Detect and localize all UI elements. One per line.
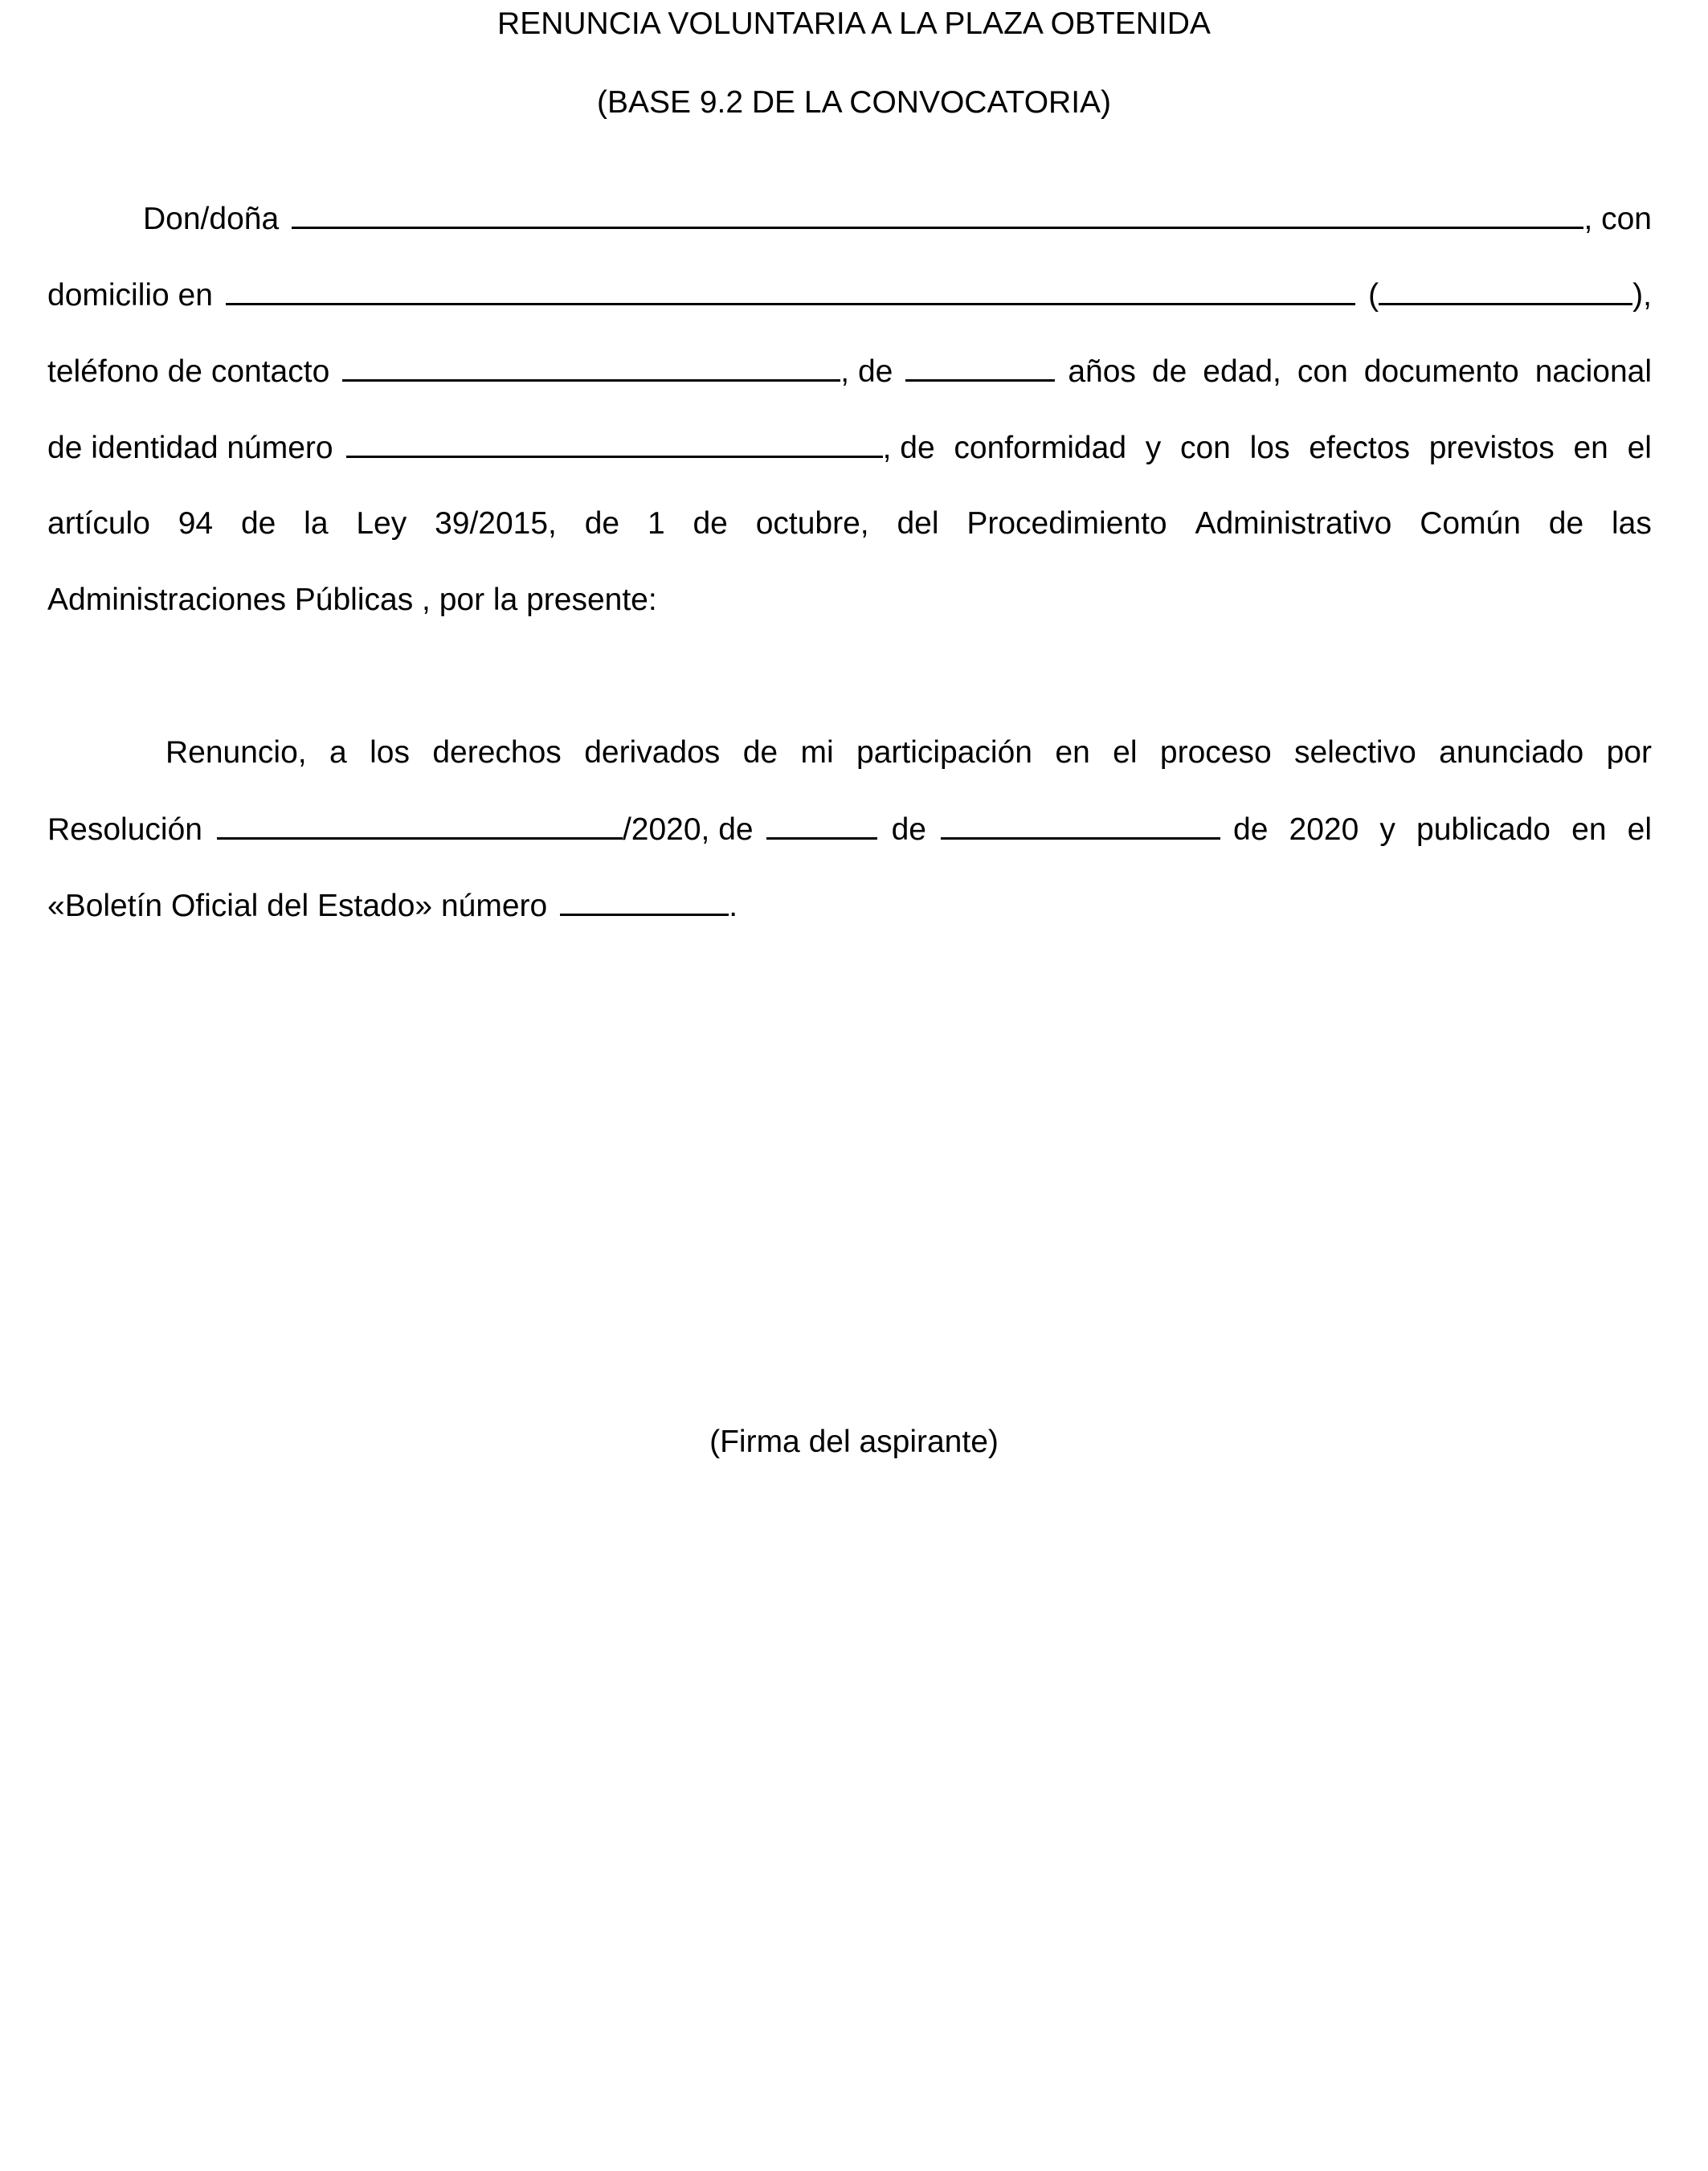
word: anunciado bbox=[1439, 735, 1584, 770]
word: del bbox=[897, 506, 939, 541]
line-telefono bbox=[47, 347, 1652, 396]
word: de bbox=[693, 506, 728, 541]
end-period: . bbox=[729, 889, 738, 923]
line-renuncio bbox=[165, 729, 1652, 777]
word: el bbox=[1113, 735, 1138, 770]
word: , de bbox=[882, 431, 935, 465]
phone-field[interactable] bbox=[342, 347, 840, 382]
line-resolucion bbox=[47, 805, 1652, 854]
line-identidad bbox=[47, 423, 1652, 472]
word: participación bbox=[856, 735, 1032, 770]
domicilio-label: domicilio en bbox=[47, 278, 213, 313]
line-don-dona bbox=[143, 194, 1652, 243]
month-field[interactable] bbox=[941, 805, 1220, 840]
word: Ley bbox=[356, 506, 407, 541]
word: los bbox=[370, 735, 410, 770]
word: Renuncio, bbox=[165, 735, 307, 770]
word: de bbox=[240, 506, 276, 541]
word: 1 bbox=[647, 506, 665, 541]
word: por bbox=[1606, 735, 1652, 770]
word: en bbox=[1571, 812, 1607, 847]
name-field[interactable] bbox=[292, 194, 1583, 229]
con-label: , con bbox=[1583, 202, 1652, 236]
identidad-label: de identidad número bbox=[47, 431, 333, 465]
line-boletin bbox=[47, 881, 1652, 930]
dni-field[interactable] bbox=[346, 423, 883, 458]
line-articulo bbox=[47, 500, 1652, 548]
address-field[interactable] bbox=[226, 271, 1355, 305]
word: las bbox=[1611, 506, 1652, 541]
boletin-label: «Boletín Oficial del Estado» número bbox=[47, 889, 548, 923]
word: 94 bbox=[178, 506, 214, 541]
province-field[interactable] bbox=[1379, 271, 1632, 305]
signature-label: (Firma del aspirante) bbox=[709, 1425, 999, 1459]
document-title: RENUNCIA VOLUNTARIA A LA PLAZA OBTENIDA bbox=[497, 6, 1211, 41]
word: el bbox=[1627, 431, 1652, 465]
word: mi bbox=[800, 735, 834, 770]
word: selectivo bbox=[1294, 735, 1416, 770]
word: octubre, bbox=[755, 506, 869, 541]
word: en bbox=[1055, 735, 1090, 770]
word: de bbox=[742, 735, 778, 770]
de-label: de bbox=[891, 812, 926, 847]
word: conformidad bbox=[954, 431, 1127, 465]
line-domicilio bbox=[47, 271, 1652, 320]
word: y bbox=[1145, 431, 1162, 465]
telefono-label: teléfono de contacto bbox=[47, 354, 330, 389]
resolution-number-field[interactable] bbox=[217, 805, 623, 840]
paren-close: ), bbox=[1632, 278, 1652, 313]
line-administraciones: Administraciones Públicas , por la presente: bbox=[47, 583, 657, 617]
word: efectos bbox=[1309, 431, 1410, 465]
word: el bbox=[1627, 812, 1652, 847]
conformidad-text bbox=[883, 424, 1652, 472]
year-label: /2020, de bbox=[622, 812, 754, 847]
word: previstos bbox=[1428, 431, 1555, 465]
age-field[interactable] bbox=[905, 347, 1055, 382]
word: de bbox=[584, 506, 620, 541]
day-field[interactable] bbox=[766, 805, 877, 840]
de-label: , de bbox=[840, 354, 893, 389]
word: 39/2015, bbox=[435, 506, 557, 541]
word: Administrativo bbox=[1195, 506, 1392, 541]
resolucion-tail bbox=[1233, 806, 1652, 854]
boe-number-field[interactable] bbox=[560, 881, 729, 916]
word: de bbox=[1548, 506, 1584, 541]
word: de bbox=[1233, 812, 1269, 847]
resolucion-label: Resolución bbox=[47, 812, 202, 847]
don-dona-label: Don/doña bbox=[143, 202, 280, 236]
word: 2020 bbox=[1289, 812, 1359, 847]
word: con bbox=[1179, 431, 1231, 465]
paren-open: ( bbox=[1368, 278, 1379, 313]
edad-label: años de edad, con documento nacional bbox=[1068, 354, 1652, 389]
word: en bbox=[1573, 431, 1608, 465]
word: Procedimiento bbox=[966, 506, 1167, 541]
word: derechos bbox=[432, 735, 562, 770]
word: derivados bbox=[584, 735, 721, 770]
word: y bbox=[1379, 812, 1395, 847]
word: artículo bbox=[47, 506, 150, 541]
word: publicado bbox=[1416, 812, 1551, 847]
word: la bbox=[304, 506, 329, 541]
word: proceso bbox=[1159, 735, 1272, 770]
document-subtitle: (BASE 9.2 DE LA CONVOCATORIA) bbox=[596, 85, 1112, 120]
word: a bbox=[329, 735, 347, 770]
word: los bbox=[1249, 431, 1290, 465]
word: Común bbox=[1420, 506, 1521, 541]
